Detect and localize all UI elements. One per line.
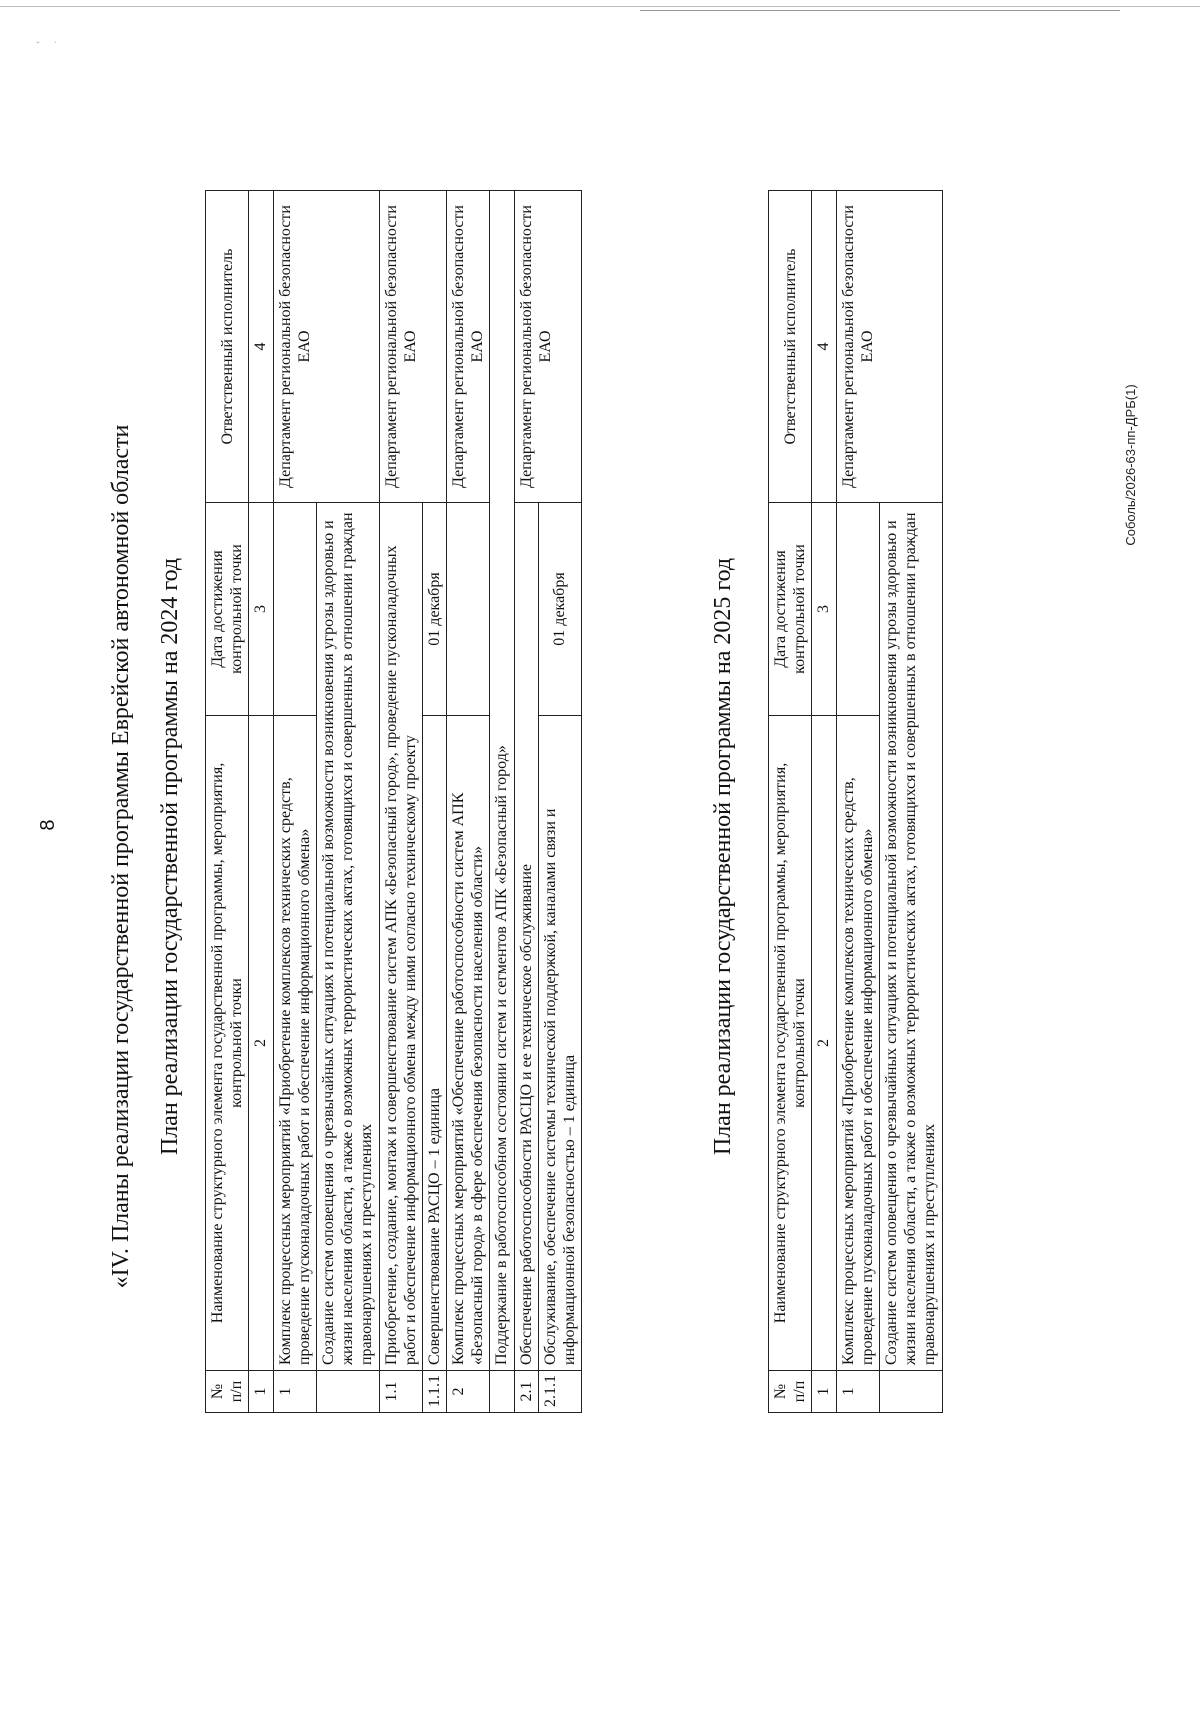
header-date: Дата достижения контрольной точки bbox=[769, 503, 812, 716]
header-executor: Ответственный исполнитель bbox=[206, 191, 249, 503]
row-date bbox=[447, 503, 490, 716]
row-date: 01 декабря bbox=[422, 503, 446, 716]
plan-2024-table bbox=[205, 190, 582, 1413]
row-task: Создание систем оповещения о чрезвычайных ситуациях и потенциальной возможности возникновения угрозы здоровью и жизни населения области, а также о возможных террористических актах, готовящихся и совершенных в отношении граждан правонарушениях и преступлениях bbox=[879, 503, 942, 1371]
row-task: Поддержание в работоспособном состоянии систем и сегментов АПК «Безопасный город» bbox=[490, 191, 514, 1371]
row-name: Комплекс процессных мероприятий «Обеспечение работоспособности систем АПК «Безопасный город» в сфере обеспечения безопасности населения области» bbox=[447, 716, 490, 1371]
scan-specks: ˇ ˋ bbox=[36, 40, 58, 52]
plan-2025-table bbox=[768, 190, 943, 1413]
row-num: 2.1.1 bbox=[538, 1371, 581, 1413]
table-header-row bbox=[206, 191, 249, 1413]
document-signature-line: Соболь/2026-63-пп-ДРБ(1) bbox=[1123, 384, 1138, 546]
row-num: 2.1 bbox=[514, 1371, 538, 1413]
section-title: «IV. Планы реализации государственной программы Еврейской автономной области bbox=[108, 424, 134, 1289]
row-date bbox=[273, 503, 316, 716]
plan-2024-title: План реализации государственной программы на 2024 год bbox=[157, 557, 183, 1156]
row-name: Обслуживание, обеспечение системы технической поддержкой, каналами связи и информационной безопасностью – 1 единица bbox=[538, 716, 581, 1371]
row-num: 1 bbox=[836, 1371, 879, 1413]
header-num: № п/п bbox=[206, 1371, 249, 1413]
table-row bbox=[379, 191, 422, 1413]
row-executor: Департамент региональной безопасности ЕАО bbox=[273, 191, 379, 503]
table-row bbox=[273, 191, 316, 1413]
table-row bbox=[514, 191, 538, 1413]
row-num bbox=[316, 1371, 379, 1413]
header-date: Дата достижения контрольной точки bbox=[206, 503, 249, 716]
row-executor: Департамент региональной безопасности ЕАО bbox=[514, 191, 582, 503]
row-date: 01 декабря bbox=[538, 503, 581, 716]
row-name: Комплекс процессных мероприятий «Приобретение комплексов технических средств, проведение пусконаладочных работ и обеспечение информационного обмена» bbox=[273, 716, 316, 1371]
plan-2025-title: План реализации государственной программы на 2025 год bbox=[710, 557, 736, 1156]
row-task: Создание систем оповещения о чрезвычайных ситуациях и потенциальной возможности возникновения угрозы здоровью и жизни населения области, а также о возможных террористических актах, готовящихся и совершенных в отношении граждан правонарушениях и преступлениях bbox=[316, 503, 379, 1371]
row-num: 1 bbox=[273, 1371, 316, 1413]
row-name: Приобретение, создание, монтаж и совершенствование систем АПК «Безопасный город», проведение пусконаладочных работ и обеспечение информационного обмена между ними согласно техническому проекту bbox=[379, 503, 422, 1371]
page-number: 8 bbox=[37, 819, 59, 831]
row-executor: Департамент региональной безопасности ЕАО bbox=[836, 191, 942, 503]
table-row bbox=[836, 191, 879, 1413]
row-name: Комплекс процессных мероприятий «Приобретение комплексов технических средств, проведение пусконаладочных работ и обеспечение информационного обмена» bbox=[836, 716, 879, 1371]
header-executor: Ответственный исполнитель bbox=[769, 191, 812, 503]
row-num: 1.1.1 bbox=[422, 1371, 446, 1413]
row-executor: Департамент региональной безопасности ЕАО bbox=[447, 191, 490, 503]
row-executor: Департамент региональной безопасности ЕАО bbox=[379, 191, 447, 503]
row-num: 1.1 bbox=[379, 1371, 422, 1413]
header-num: № п/п bbox=[769, 1371, 812, 1413]
table-header-row bbox=[769, 191, 812, 1413]
header-name: Наименование структурного элемента государственной программы, мероприятия, контрольной точки bbox=[769, 716, 812, 1371]
row-name: Обеспечение работоспособности РАСЦО и ее техническое обслуживание bbox=[514, 503, 538, 1371]
row-num: 2 bbox=[447, 1371, 490, 1413]
table-row bbox=[447, 191, 490, 1413]
table-column-number-row: 1 2 3 4 bbox=[812, 191, 836, 1413]
row-name: Совершенствование РАСЦО – 1 единица bbox=[422, 716, 446, 1371]
table-column-number-row: 1 2 3 4 bbox=[249, 191, 273, 1413]
table-row bbox=[490, 191, 514, 1413]
row-date bbox=[836, 503, 879, 716]
row-num bbox=[490, 1371, 514, 1413]
row-num bbox=[879, 1371, 942, 1413]
header-name: Наименование структурного элемента государственной программы, мероприятия, контрольной точки bbox=[206, 716, 249, 1371]
